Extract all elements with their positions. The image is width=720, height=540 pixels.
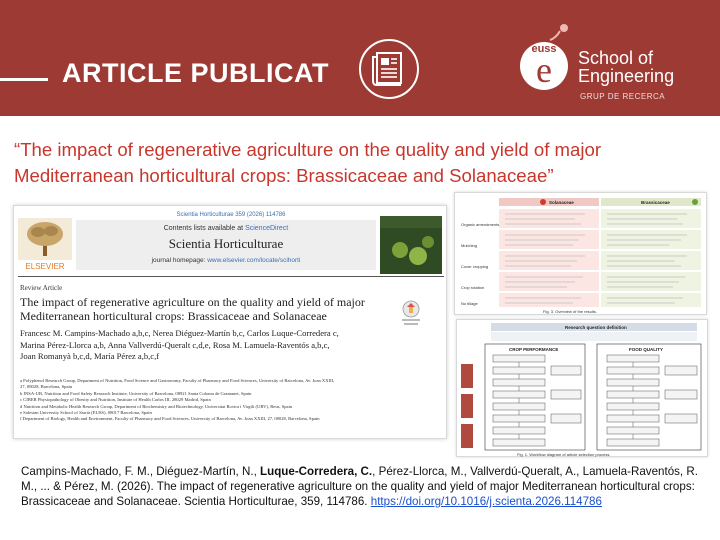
figure2-caption: Fig. 1. Workflow diagram of article selection process. (517, 452, 611, 457)
citation-bold-author: Luque-Corredera, C. (260, 465, 373, 478)
euss-logo-icon (512, 22, 578, 98)
row-no-tillage (459, 293, 701, 307)
solanaceae-header: Solanaceae (549, 200, 574, 205)
affiliation-item: 27, 08028, Barcelona, Spain (20, 384, 73, 390)
results-overview-figure (454, 192, 707, 315)
row-label: No tillage (461, 301, 478, 306)
citation-part-1: Campins-Machado, F. M., Diéguez-Martín, N., (21, 465, 261, 478)
food-quality-title: FOOD QUALITY (629, 347, 663, 352)
author-list (20, 328, 430, 363)
homepage-line (76, 257, 376, 264)
article-type: Review Article (20, 284, 63, 292)
journal-reference: Scientia Horticulturae 359 (2026) 114786 (176, 212, 286, 218)
paper-first-page (13, 205, 447, 439)
logo-school-text: School of (578, 48, 654, 68)
banner-accent-line (0, 78, 48, 81)
header-rule (18, 276, 444, 277)
row-label: Organic amendments (461, 222, 500, 227)
sciencedirect-link[interactable]: ScienceDirect (245, 225, 289, 232)
headline-line-2: Mediterranean horticultural crops: Brassicaceae and Solanaceae” (14, 165, 554, 186)
elsevier-tree-logo (18, 218, 72, 260)
crop-performance-title: CROP PERFORMANCE (509, 347, 559, 352)
authors-line-3: Joan Romanyà b,c,d, María Pérez a,b,c,f (20, 351, 160, 361)
row-cover-cropping (459, 251, 701, 270)
stage-marker (461, 364, 473, 388)
affiliation-item: e Salesian University School of Sarrià (EUSS), 08017 Barcelona, Spain (20, 410, 152, 416)
stage-marker (461, 424, 473, 448)
article-headline (14, 137, 714, 189)
results-table (455, 193, 708, 316)
publisher-name: ELSEVIER (25, 262, 65, 271)
journal-cover-image (380, 216, 442, 274)
newspaper-icon (357, 37, 421, 101)
contents-prefix: Contents lists available at (163, 225, 246, 232)
tree-icon (18, 218, 72, 260)
check-for-updates-icon[interactable] (400, 300, 422, 326)
logo-word: euss (531, 43, 557, 55)
row-organic-amendments (459, 209, 701, 228)
affiliation-item: a Polyphenol Research Group, Department of Nutrition, Food Science and Gastronomy, Faculty of Pharmacy and Food Sciences, University of Barcelona, Av. Joan XXIII, (20, 378, 335, 383)
tomato-icon (540, 199, 546, 205)
affiliation-item: c CIBER Physiopathology of Obesity and Nutrition, Institute of Health Carlos III, 28029 Madrid, Spain (20, 397, 211, 403)
workflow-boxes (493, 355, 697, 446)
banner-title: ARTICLE PUBLICAT (62, 58, 329, 88)
brassicaceae-header: Brassicaceae (641, 200, 670, 205)
cover-photo (380, 216, 442, 274)
logo-letter: e (536, 50, 552, 90)
homepage-link[interactable]: www.elsevier.com/locate/scihorti (207, 257, 301, 264)
citation-text (21, 464, 711, 509)
row-mulching (459, 230, 701, 249)
contents-line (76, 225, 376, 232)
citation-part-2: , Pérez-Llorca, M., Vallverdú-Queralt, A., Lamuela-Raventós, R. M., ... & Pérez, M. (2026). The impact of regenerative agriculture on the quality and yield of major Mediterranean horticultural crops: Brassicaceae and Solanaceae. Scientia Horticulturae, 359, 114786. (21, 465, 698, 508)
research-question-box (491, 332, 697, 341)
row-label: Cover cropping (461, 264, 489, 269)
homepage-prefix: journal homepage: (151, 257, 208, 264)
logo-engineering-text: Engineering (578, 66, 675, 86)
stage-marker (461, 394, 473, 418)
row-label: Mulching (461, 243, 478, 248)
paper-title: The impact of regenerative agriculture on the quality and yield of major Mediterranean horticultural crops: Brassicaceae and Solanaceae (20, 295, 365, 323)
research-question-text: Research question definition (565, 325, 627, 330)
logo-group-text: GRUP DE RECERCA (580, 92, 666, 101)
affiliation-item: b INSA-UB, Nutrition and Food Safety Research Institute, University of Barcelona, 08921 Santa Coloma de Gramanet, Spain (20, 390, 252, 396)
cabbage-icon (692, 199, 698, 205)
affiliation-list (20, 378, 444, 423)
doi-link[interactable]: https://doi.org/10.1016/j.scienta.2026.114786 (370, 495, 602, 508)
journal-name: Scientia Horticulturae (168, 236, 284, 251)
authors-line-2: Marina Pérez-Llorca a,b, Anna Vallverdú-Queralt c,d,e, Rosa M. Lamuela-Raventós a,b,c, (20, 339, 330, 350)
affiliation-item: f Department of Biology, Health and Environment, Faculty of Pharmacy and Food Sciences, University of Barcelona, Av. Joan XXIII, 27, 08028, Barcelona, Spain (20, 416, 320, 422)
journal-header-box (76, 220, 376, 270)
headline-line-1: “The impact of regenerative agriculture on the quality and yield of major (14, 139, 602, 160)
figure1-caption: Fig. 3. Overview of the results. (543, 309, 598, 314)
row-label: Crop rotation (461, 285, 485, 290)
row-crop-rotation (459, 272, 701, 291)
authors-line-1: Francesc M. Campins-Machado a,b,c, Nerea Diéguez-Martín b,c, Carlos Luque-Corredera c, (20, 328, 339, 338)
workflow-diagram (457, 320, 709, 458)
workflow-diagram-figure (456, 319, 708, 457)
affiliation-item: d Nutrition and Metabolic Health Research Group, Department of Biochemistry and Biotechnology, Universitat Rovira i Virgili (URV), Reus, Spain (20, 403, 293, 409)
